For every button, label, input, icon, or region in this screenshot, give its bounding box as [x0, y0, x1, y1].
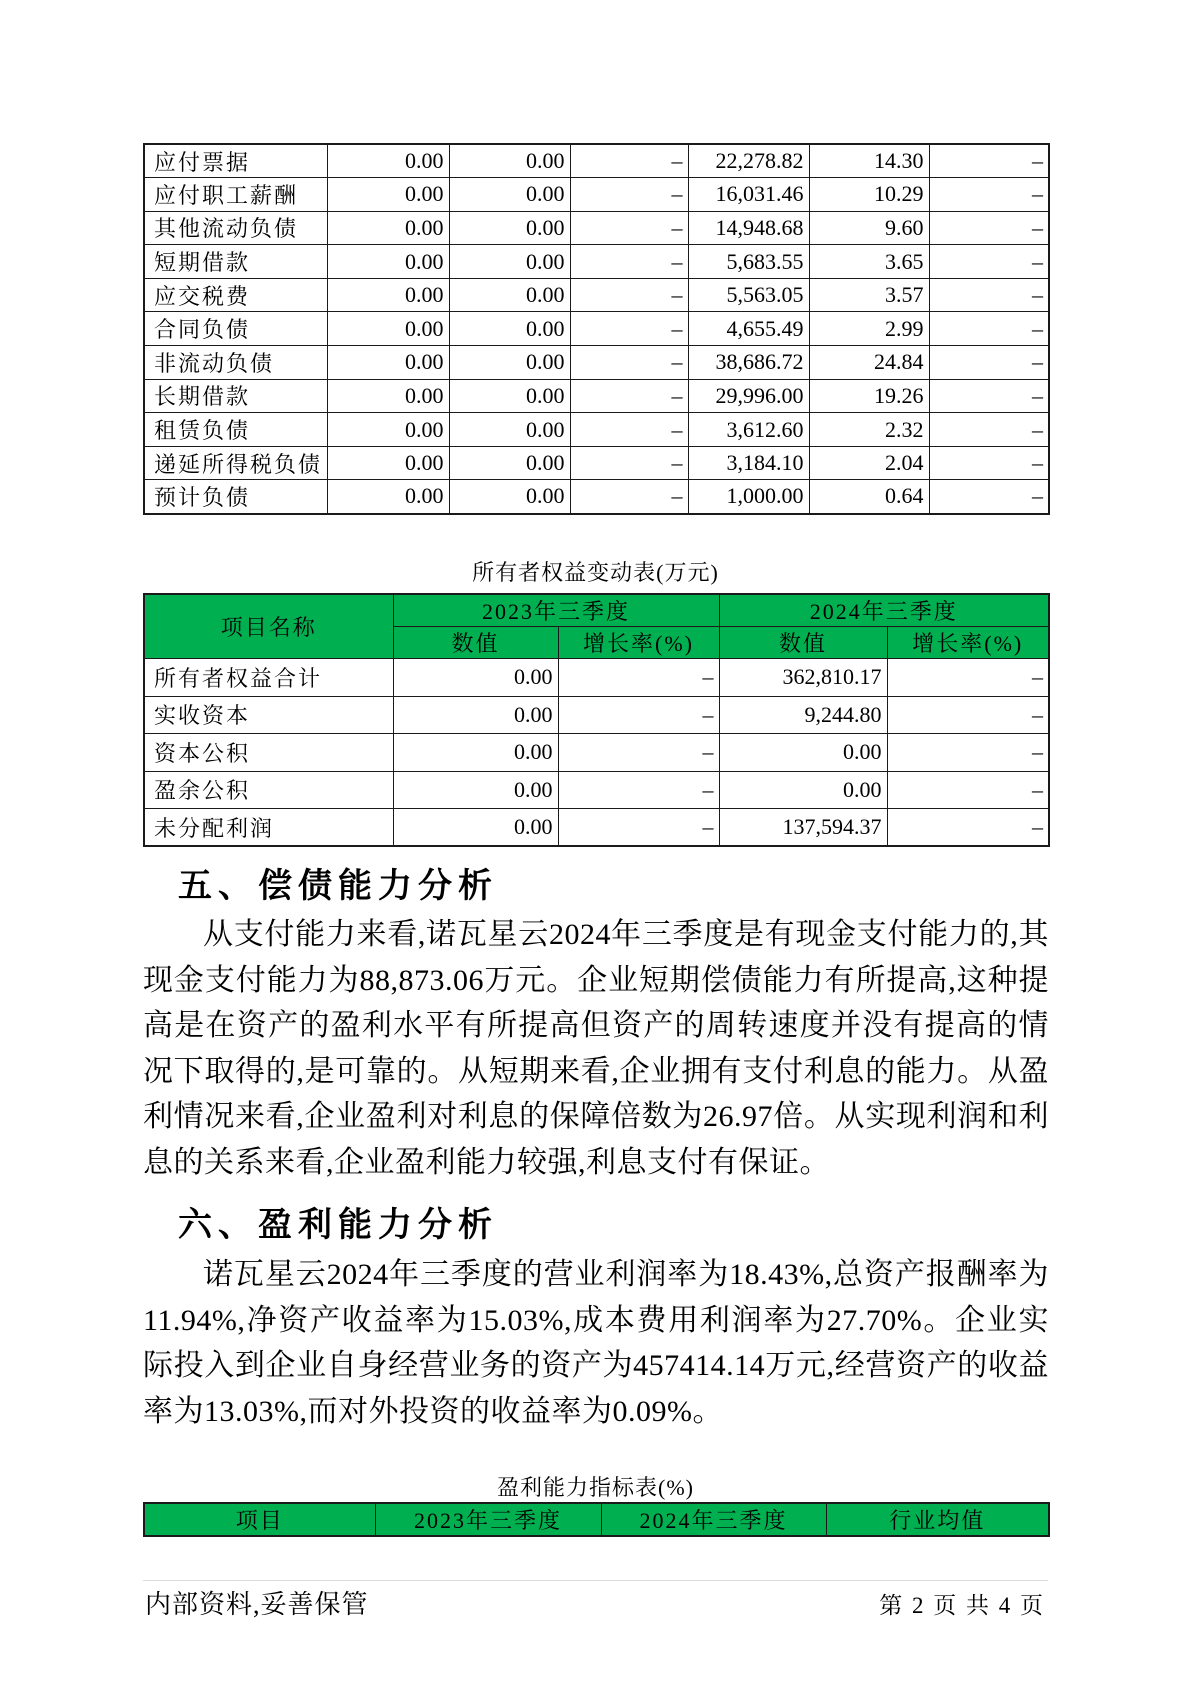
equity-table-body [144, 659, 1049, 847]
liability-value: 0.00 [327, 379, 449, 413]
liability-value: 10.29 [809, 178, 929, 212]
liability-value: – [929, 245, 1049, 279]
equity-value: 9,244.80 [719, 696, 887, 734]
liability-row [144, 144, 1049, 178]
liability-value: 0.00 [327, 211, 449, 245]
liability-value: – [570, 245, 688, 279]
equity-value: 0.00 [393, 809, 558, 847]
equity-label: 实收资本 [144, 696, 393, 734]
liability-value: 0.64 [809, 480, 929, 514]
liability-value: 1,000.00 [688, 480, 809, 514]
liability-label: 租赁负债 [144, 413, 327, 447]
liability-value: 3.65 [809, 245, 929, 279]
equity-header-2024: 2024年三季度 [719, 594, 1049, 627]
liability-row [144, 245, 1049, 279]
liability-value: 5,683.55 [688, 245, 809, 279]
equity-value: – [887, 734, 1049, 772]
liability-row [144, 413, 1049, 447]
liability-value: – [570, 413, 688, 447]
equity-row [144, 696, 1049, 734]
liability-value: 14,948.68 [688, 211, 809, 245]
liability-value: 14.30 [809, 144, 929, 178]
liability-value: – [929, 446, 1049, 480]
liability-value: – [570, 346, 688, 380]
liability-value: – [570, 144, 688, 178]
liability-value: 0.00 [327, 144, 449, 178]
equity-value: – [558, 809, 719, 847]
equity-header-value-2023: 数值 [393, 627, 558, 659]
liability-value: 0.00 [449, 278, 570, 312]
liability-value: – [929, 346, 1049, 380]
footer-page-number: 第 2 页 共 4 页 [879, 1593, 1045, 1618]
liability-label: 长期借款 [144, 379, 327, 413]
equity-value: 0.00 [719, 771, 887, 809]
liability-value: 22,278.82 [688, 144, 809, 178]
equity-value: – [887, 771, 1049, 809]
liability-value: 29,996.00 [688, 379, 809, 413]
equity-header-value-2024: 数值 [719, 627, 887, 659]
liability-label: 其他流动负债 [144, 211, 327, 245]
liability-value: 0.00 [449, 178, 570, 212]
liability-label: 非流动负债 [144, 346, 327, 380]
liability-row [144, 480, 1049, 514]
equity-row [144, 771, 1049, 809]
liability-label: 递延所得税负债 [144, 446, 327, 480]
equity-value: 137,594.37 [719, 809, 887, 847]
liability-value: – [929, 480, 1049, 514]
liability-value: 0.00 [449, 245, 570, 279]
equity-table-title: 所有者权益变动表(万元) [472, 560, 719, 585]
equity-value: – [887, 659, 1049, 697]
footer-confidential-note: 内部资料,妥善保管 [145, 1590, 369, 1619]
equity-value: 362,810.17 [719, 659, 887, 697]
equity-header-item: 项目名称 [144, 594, 393, 659]
equity-value: 0.00 [393, 696, 558, 734]
equity-row [144, 659, 1049, 697]
liability-value: 3,612.60 [688, 413, 809, 447]
liability-value: – [929, 312, 1049, 346]
liability-value: 0.00 [327, 278, 449, 312]
liability-value: 2.04 [809, 446, 929, 480]
equity-value: – [558, 696, 719, 734]
liability-label: 应交税费 [144, 278, 327, 312]
liability-value: 38,686.72 [688, 346, 809, 380]
equity-label: 盈余公积 [144, 771, 393, 809]
liability-value: 0.00 [449, 346, 570, 380]
liability-value: – [570, 480, 688, 514]
liability-row [144, 312, 1049, 346]
liability-value: 0.00 [327, 312, 449, 346]
liability-value: – [570, 211, 688, 245]
liability-value: 9.60 [809, 211, 929, 245]
equity-label: 未分配利润 [144, 809, 393, 847]
equity-value: – [887, 696, 1049, 734]
equity-value: – [558, 734, 719, 772]
section-heading-solvency: 五、偿债能力分析 [178, 867, 498, 905]
liability-value: – [570, 178, 688, 212]
liability-value: – [570, 312, 688, 346]
equity-label: 所有者权益合计 [144, 659, 393, 697]
profitability-header-item: 项目 [144, 1503, 375, 1536]
liability-value: – [929, 178, 1049, 212]
liability-label: 预计负债 [144, 480, 327, 514]
liability-value: – [929, 144, 1049, 178]
equity-row [144, 734, 1049, 772]
liability-row [144, 278, 1049, 312]
liability-value: – [929, 211, 1049, 245]
liability-value: 16,031.46 [688, 178, 809, 212]
liability-value: 0.00 [327, 480, 449, 514]
liability-value: 0.00 [449, 312, 570, 346]
profitability-header-2023: 2023年三季度 [375, 1503, 601, 1536]
liability-label: 合同负债 [144, 312, 327, 346]
liability-value: 0.00 [327, 446, 449, 480]
liability-value: 2.99 [809, 312, 929, 346]
liability-value: 0.00 [449, 413, 570, 447]
equity-table [143, 593, 1050, 847]
equity-value: – [558, 771, 719, 809]
profitability-paragraph: 诺瓦星云2024年三季度的营业利润率为18.43%,总资产报酬率为11.94%,净资产收益率为15.03%,成本费用利润率为27.70%。企业实际投入到企业自身经营业务的资产为457414.14万元,经营资产的收益率为13.03%,而对外投资的收益率为0.09%。 [143, 1258, 1049, 1428]
section-heading-profitability: 六、盈利能力分析 [178, 1206, 498, 1244]
profitability-header-2024: 2024年三季度 [601, 1503, 826, 1536]
liability-value: – [929, 379, 1049, 413]
liability-row [144, 379, 1049, 413]
liability-value: 0.00 [449, 379, 570, 413]
liability-row [144, 346, 1049, 380]
equity-label: 资本公积 [144, 734, 393, 772]
liability-value: 24.84 [809, 346, 929, 380]
equity-value: 0.00 [393, 771, 558, 809]
liability-label: 应付职工薪酬 [144, 178, 327, 212]
liability-value: 0.00 [449, 211, 570, 245]
liability-label: 应付票据 [144, 144, 327, 178]
liability-value: 0.00 [327, 346, 449, 380]
footer-divider [143, 1580, 1048, 1581]
liability-value: – [570, 379, 688, 413]
profitability-table [143, 1502, 1050, 1537]
liability-value: 4,655.49 [688, 312, 809, 346]
liability-value: – [929, 278, 1049, 312]
liability-value: 0.00 [327, 178, 449, 212]
liability-value: 2.32 [809, 413, 929, 447]
liability-value: 5,563.05 [688, 278, 809, 312]
equity-value: 0.00 [393, 659, 558, 697]
profitability-table-title: 盈利能力指标表(%) [497, 1475, 694, 1500]
liabilities-table [143, 143, 1050, 515]
liability-value: – [929, 413, 1049, 447]
liability-value: 19.26 [809, 379, 929, 413]
liability-value: – [570, 446, 688, 480]
liability-row [144, 211, 1049, 245]
solvency-paragraph: 从支付能力来看,诺瓦星云2024年三季度是有现金支付能力的,其现金支付能力为88,873.06万元。企业短期偿债能力有所提高,这种提高是在资产的盈利水平有所提高但资产的周转速度并没有提高的情况下取得的,是可靠的。从短期来看,企业拥有支付利息的能力。从盈利情况来看,企业盈利对利息的保障倍数为26.97倍。从实现利润和利息的关系来看,企业盈利能力较强,利息支付有保证。 [143, 918, 1049, 1179]
equity-value: 0.00 [393, 734, 558, 772]
liability-row [144, 446, 1049, 480]
liability-value: 3,184.10 [688, 446, 809, 480]
liability-label: 短期借款 [144, 245, 327, 279]
liability-value: 0.00 [449, 144, 570, 178]
liability-value: 0.00 [449, 480, 570, 514]
equity-value: – [558, 659, 719, 697]
liabilities-table-body [144, 144, 1049, 514]
profitability-header-industry: 行业均值 [826, 1503, 1049, 1536]
equity-header-growth-2023: 增长率(%) [558, 627, 719, 659]
equity-row [144, 809, 1049, 847]
liability-row [144, 178, 1049, 212]
equity-header-2023: 2023年三季度 [393, 594, 719, 627]
equity-value: 0.00 [719, 734, 887, 772]
equity-value: – [887, 809, 1049, 847]
liability-value: 0.00 [327, 245, 449, 279]
liability-value: 0.00 [327, 413, 449, 447]
liability-value: – [570, 278, 688, 312]
liability-value: 0.00 [449, 446, 570, 480]
equity-header-growth-2024: 增长率(%) [887, 627, 1049, 659]
liability-value: 3.57 [809, 278, 929, 312]
